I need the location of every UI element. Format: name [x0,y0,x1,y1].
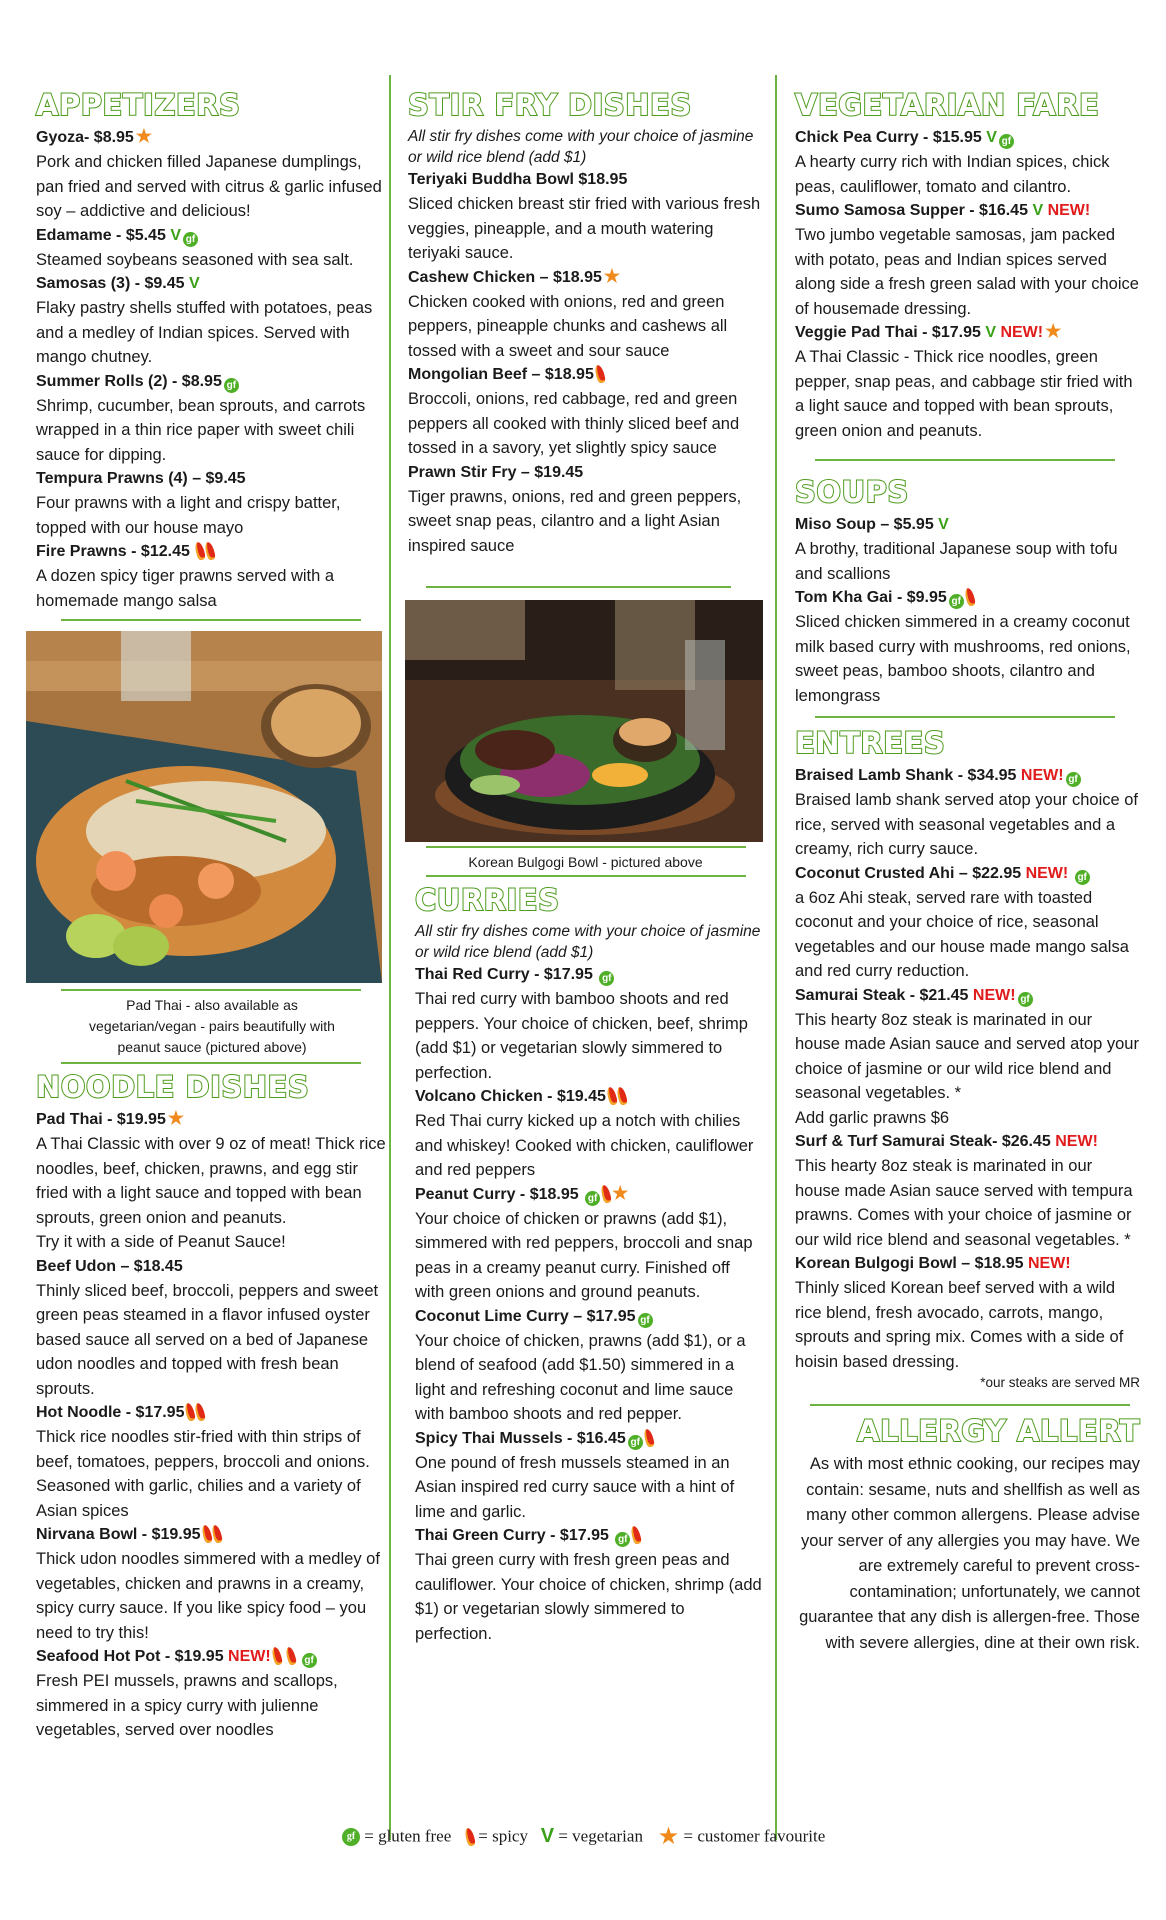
chili-icon [616,1086,628,1105]
menu-item-veggie-pad-thai: Veggie Pad Thai - $17.95 V NEW! ★ A Thai Classic - Thick rice noodles, green pepper, snap peas, and cabbage stir fried with a light sauce and topped with bean sprouts, green onion and peanuts. [795,321,1133,440]
section-divider [815,716,1115,718]
menu-item-fire-prawns: Fire Prawns - $12.45 A dozen spicy tiger prawns served with a homemade mango salsa [36,543,335,610]
pad-thai-photo [26,631,382,983]
gluten-free-icon: gf [1018,992,1033,1007]
left-column [36,68,388,1743]
chili-icon [594,364,606,383]
menu-item-peanut-curry: Peanut Curry - $18.95 gf ★ Your choice of chicken or prawns (add $1), simmered with red peppers, broccoli and snap peas in a creamy peanut curry. Finished off with green onions and ground peanuts. [415,1182,753,1301]
section-divider [61,619,361,621]
gluten-free-icon: gf [638,1313,653,1328]
legend [340,1825,825,1848]
menu-item-volcano-chicken: Volcano Chicken - $19.45 Red Thai curry kicked up a notch with chilies and whiskey! Cooked with chicken, cauliflower and red peppers [415,1088,754,1179]
gluten-free-icon: gf [615,1532,630,1547]
vegetarian-icon: V [986,129,997,146]
curries-section [408,883,763,1646]
legend-gluten-free: = gluten free [364,1826,452,1846]
section-divider [61,1062,361,1064]
star-icon: ★ [612,1182,629,1203]
star-icon: ★ [1045,321,1062,341]
menu-item-thai-red-curry: Thai Red Curry - $17.95 gf Thai red curry with bamboo shoots and red peppers. Your choice of chicken, beef, shrimp (add $1) or vegetarian slowly simmered to perfection. [415,966,748,1082]
noodle-dishes-heading: NOODLE DISHES [36,1070,310,1104]
gluten-free-icon: gf [1075,870,1090,885]
menu-item-miso-soup: Miso Soup – $5.95 V A brothy, traditional Japanese soup with tofu and scallions [795,516,1118,583]
gluten-free-icon: gf [342,1828,360,1846]
menu-item-cashew-chicken: Cashew Chicken – $18.95 ★ Chicken cooked with onions, red and green peppers, pineapple chunks and cashews all tossed with a sweet and sour sauce [408,265,728,360]
gluten-free-icon: gf [999,134,1014,149]
menu-item-samurai-steak: Samurai Steak - $21.45 NEW! gf This hearty 8oz steak is marinated in our house made Asian sauce and served atop your choice of jasmine or our wild rice blend and seasonal vegetables. * Add garlic prawns $6 [795,986,1139,1127]
vegetarian-icon: V [985,324,996,341]
bulgogi-bowl-photo [405,600,763,842]
new-badge: NEW! [228,1648,271,1665]
vegetarian-icon: V [938,516,949,533]
section-divider [426,875,746,877]
entrees-heading: ENTREES [795,726,946,760]
gluten-free-icon: gf [1066,772,1081,787]
menu-item-teriyaki-buddha-bowl: Teriyaki Buddha Bowl $18.95 Sliced chicken breast stir fried with various fresh veggies, pineapple, and a mouth watering teriyaki sauce. [408,171,761,262]
curries-note: All stir fry dishes come with your choice of jasmine or wild rice blend (add $1) [415,923,761,961]
new-badge: NEW! [1020,767,1064,784]
section-divider [426,846,746,848]
new-badge: NEW! [972,986,1016,1004]
menu-item-beef-udon: Beef Udon – $18.45 Thinly sliced beef, broccoli, peppers and sweet green peas steamed in a flavor infused oyster based sauce all served on a bed of Japanese udon noodles and topped with fresh bean sprouts. [36,1257,379,1398]
bulgogi-photo-caption: Korean Bulgogi Bowl - pictured above [468,854,703,870]
menu-item-chick-pea-curry: Chick Pea Curry - $15.95 V gf A hearty curry rich with Indian spices, chick peas, cauliflower, tomato and cilantro. [795,129,1110,196]
section-divider [810,1404,1130,1406]
section-divider [815,459,1115,461]
menu-item-nirvana-bowl: Nirvana Bowl - $19.95 Thick udon noodles simmered with a medley of vegetables, chicken and prawns in a creamy, spicy curry sauce. If you like spicy food – you need to try this! [36,1526,380,1642]
menu-item-gyoza: Gyoza- $8.95 ★ Pork and chicken filled Japanese dumplings, pan fried and served with citrus & garlic infused soy – addictive and delicious! [36,126,382,220]
star-icon: ★ [603,265,621,286]
chili-icon [194,1402,206,1421]
new-badge: NEW! [1047,202,1091,219]
new-badge: NEW! [1025,864,1069,882]
section-divider [61,989,361,991]
menu-item-thai-green-curry: Thai Green Curry - $17.95 gf Thai green curry with fresh green peas and cauliflower. Your choice of chicken, shrimp (add $1) or vegetarian slowly simmered to perfection. [415,1527,762,1643]
legend-vegetarian: = vegetarian [558,1826,643,1846]
gluten-free-icon: gf [302,1653,317,1668]
column-divider-1 [389,75,391,1840]
menu-item-spicy-thai-mussels: Spicy Thai Mussels - $16.45 gf One pound of fresh mussels steamed in an Asian inspired red curry sauce with a hint of lime and garlic. [415,1429,735,1521]
chili-icon [271,1646,283,1665]
allergy-text: As with most ethnic cooking, our recipes may contain: sesame, nuts and shellfish as well as many other common allergens. Please advise your server of any allergies you may have. We are extremely careful to prevent cross-contamination; unfortunately, we cannot guarantee that any dish is allergen-free. Those with severe allergies, dine at their own risk. [799,1455,1140,1652]
menu-item-samosas: Samosas (3) - $9.45 V Flaky pastry shells stuffed with potatoes, peas and a medley of Indian spices. Served with mango chutney. [36,275,373,366]
chili-icon [204,541,216,560]
chili-icon [210,1524,222,1543]
star-icon: ★ [167,1108,184,1128]
new-badge: NEW! [1055,1133,1098,1150]
gluten-free-icon: gf [585,1191,600,1206]
steak-footnote: *our steaks are served MR [980,1375,1140,1390]
menu-item-tempura-prawns: Tempura Prawns (4) – $9.45 Four prawns with a light and crispy batter, topped with our house mayo [36,470,341,537]
gluten-free-icon: gf [183,232,198,247]
gluten-free-icon: gf [628,1435,643,1450]
new-badge: NEW! [1000,324,1044,341]
menu-item-korean-bulgogi-bowl: Korean Bulgogi Bowl – $18.95 NEW! Thinly sliced Korean beef served with a wild rice blend, fresh avocado, carrots, mango, sprouts and spring mix. Comes with a side of hoisin based dressing. [795,1255,1124,1371]
menu-item-coconut-lime-curry: Coconut Lime Curry – $17.95 gf Your choice of chicken, prawns (add $1), or a blend of seafood (add $1.50) simmered in a light and refreshing coconut and lime sauce with bamboo shoots and red pepper. [415,1307,746,1423]
chili-icon [964,587,976,606]
curries-heading: CURRIES [415,883,560,917]
right-column [795,68,1140,1656]
star-icon: ★ [657,1823,680,1850]
soups-heading: SOUPS [795,475,909,509]
chili-icon [606,1086,618,1105]
menu-item-sumo-samosa: Sumo Samosa Supper - $16.45 V NEW! Two jumbo vegetable samosas, jam packed with potato, peas and Indian spices served along side a fresh green salad with your choice of housemade dressing. [795,202,1139,318]
star-icon: ★ [135,126,152,146]
menu-item-braised-lamb-shank: Braised Lamb Shank - $34.95 NEW! gf Braised lamb shank served atop your choice of rice, served with seasonal vegetables and a creamy, rich curry sauce. [795,767,1139,858]
gluten-free-icon: gf [949,594,964,609]
menu-item-coconut-crusted-ahi: Coconut Crusted Ahi – $22.95 NEW! gf a 6oz Ahi steak, served rare with toasted coconut and your choice of rice, seasonal vegetables and our house made mango salsa and red curry reduction. [795,864,1129,980]
chili-icon [285,1646,297,1665]
menu-item-seafood-hot-pot: Seafood Hot Pot - $19.95 NEW! gf Fresh PEI mussels, prawns and scallops, simmered in a spicy curry with julienne vegetables, served over noodles [36,1648,338,1739]
pad-thai-photo-caption: Pad Thai - also available as vegetarian/vegan - pairs beautifully with peanut sauce (pictured above) [89,997,335,1055]
chili-icon [600,1184,612,1203]
section-divider [426,586,731,588]
menu-item-summer-rolls: Summer Rolls (2) - $8.95 gf Shrimp, cucumber, bean sprouts, and carrots wrapped in a thin rice paper with sweet chili sauce for dipping. [36,372,366,464]
vegetarian-icon: V [1032,202,1044,219]
chili-icon [464,1827,476,1846]
menu-item-tom-kha-gai: Tom Kha Gai - $9.95 gf Sliced chicken simmered in a creamy coconut milk based curry with mushrooms, red onions, sweet peas, bamboo shoots, cilantro and lemongrass [795,589,1131,705]
allergy-heading: ALLERGY ALLERT [857,1414,1140,1448]
legend-spicy: = spicy [478,1826,528,1846]
stir-fry-heading: STIR FRY DISHES [408,88,692,122]
vegetarian-icon: V [170,226,181,244]
vegetarian-icon: V [188,275,200,292]
menu-item-surf-turf-samurai-steak: Surf & Turf Samurai Steak- $26.45 NEW! This hearty 8oz steak is marinated in our house made Asian sauce served with tempura prawns. Comes with your choice of jasmine or our wild rice blend and seasonal vegetables. * [795,1133,1133,1249]
middle-column [408,68,763,1646]
column-divider-2 [775,75,777,1840]
chili-icon [630,1525,642,1544]
menu-item-mongolian-beef: Mongolian Beef – $18.95 Broccoli, onions, red cabbage, red and green peppers all cooked with thinly sliced beef and tossed in a savory, yet slightly spicy sauce [408,366,740,457]
new-badge: NEW! [1027,1255,1071,1272]
appetizers-heading: APPETIZERS [36,88,241,122]
gluten-free-icon: gf [224,378,239,393]
stir-fry-note: All stir fry dishes come with your choice of jasmine or wild rice blend (add $1) [408,128,754,166]
vegetarian-icon: V [540,1825,555,1847]
vegetarian-heading: VEGETARIAN FARE [795,88,1100,122]
chili-icon [200,1524,212,1543]
menu-item-pad-thai: Pad Thai - $19.95 ★ A Thai Classic with over 9 oz of meat! Thick rice noodles, beef, chicken, prawns, and egg stir fried with a light sauce and topped with bean sprouts, green onion and peanuts. Try it with a side of Peanut Sauce! [36,1108,386,1251]
chili-icon [643,1428,655,1447]
menu-item-edamame: Edamame - $5.45 V gf Steamed soybeans seasoned with sea salt. [36,226,354,269]
menu-item-prawn-stir-fry: Prawn Stir Fry – $19.45 Tiger prawns, onions, red and green peppers, sweet snap peas, cilantro and a light Asian inspired sauce [408,463,742,555]
legend-customer-favourite: = customer favourite [683,1826,826,1846]
menu-item-hot-noodle: Hot Noodle - $17.95 Thick rice noodles stir-fried with thin strips of beef, tomatoes, peppers, broccoli and onions. Seasoned with garlic, chilies and a variety of Asian spices [36,1404,370,1520]
gluten-free-icon: gf [599,971,614,986]
